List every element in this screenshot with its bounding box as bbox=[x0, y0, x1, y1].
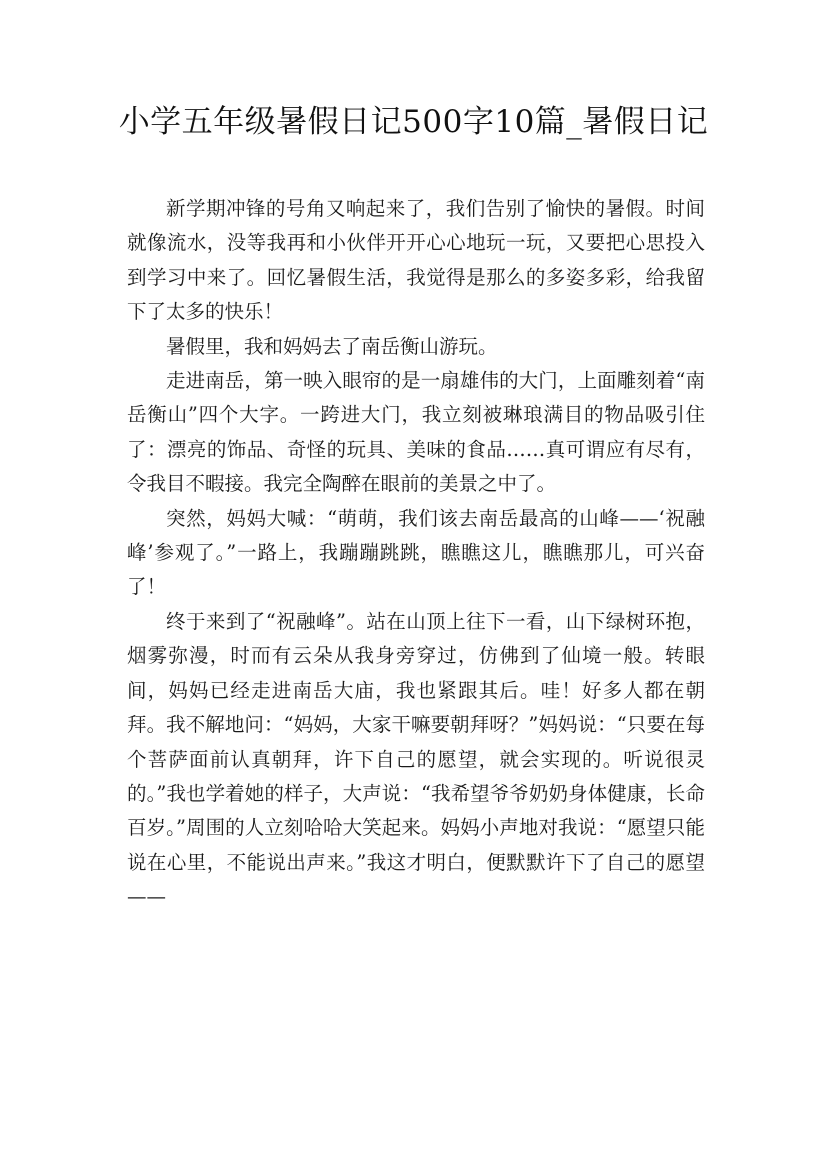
document-title: 小学五年级暑假日记500字10篇_暑假日记 bbox=[118, 104, 709, 140]
document-body bbox=[127, 192, 705, 915]
paragraph: 走进南岳，第一映入眼帘的是一扇雄伟的大门，上面雕刻着“南岳衡山”四个大字。一跨进大门，我立刻被琳琅满目的物品吸引住了：漂亮的饰品、奇怪的玩具、美味的食品……真可谓应有尽有，令我目不暇接。我完全陶醉在眼前的美景之中了。 bbox=[127, 369, 705, 496]
paragraph: 终于来到了“祝融峰”。站在山顶上往下一看，山下绿树环抱，烟雾弥漫，时而有云朵从我身旁穿过，仿佛到了仙境一般。转眼间，妈妈已经走进南岳大庙，我也紧跟其后。哇！好多人都在朝拜。我不解地问：“妈妈，大家干嘛要朝拜呀？”妈妈说：“只要在每个菩萨面前认真朝拜，许下自己的愿望，就会实现的。听说很灵的。”我也学着她的样子，大声说：“我希望爷爷奶奶身体健康，长命百岁。”周围的人立刻哈哈大笑起来。妈妈小声地对我说：“愿望只能说在心里，不能说出声来。”我这才明白，便默默许下了自己的愿望—— bbox=[127, 609, 705, 909]
paragraph: 新学期冲锋的号角又响起来了，我们告别了愉快的暑假。时间就像流水，没等我再和小伙伴开开心心地玩一玩，又要把心思投入到学习中来了。回忆暑假生活，我觉得是那么的多姿多彩，给我留下了太多的快乐！ bbox=[127, 197, 705, 324]
paragraph: 突然，妈妈大喊：“萌萌，我们该去南岳最高的山峰——‘祝融峰’参观了。”一路上，我蹦蹦跳跳，瞧瞧这儿，瞧瞧那儿，可兴奋了！ bbox=[127, 506, 705, 599]
paragraph: 暑假里，我和妈妈去了南岳衡山游玩。 bbox=[166, 334, 498, 358]
